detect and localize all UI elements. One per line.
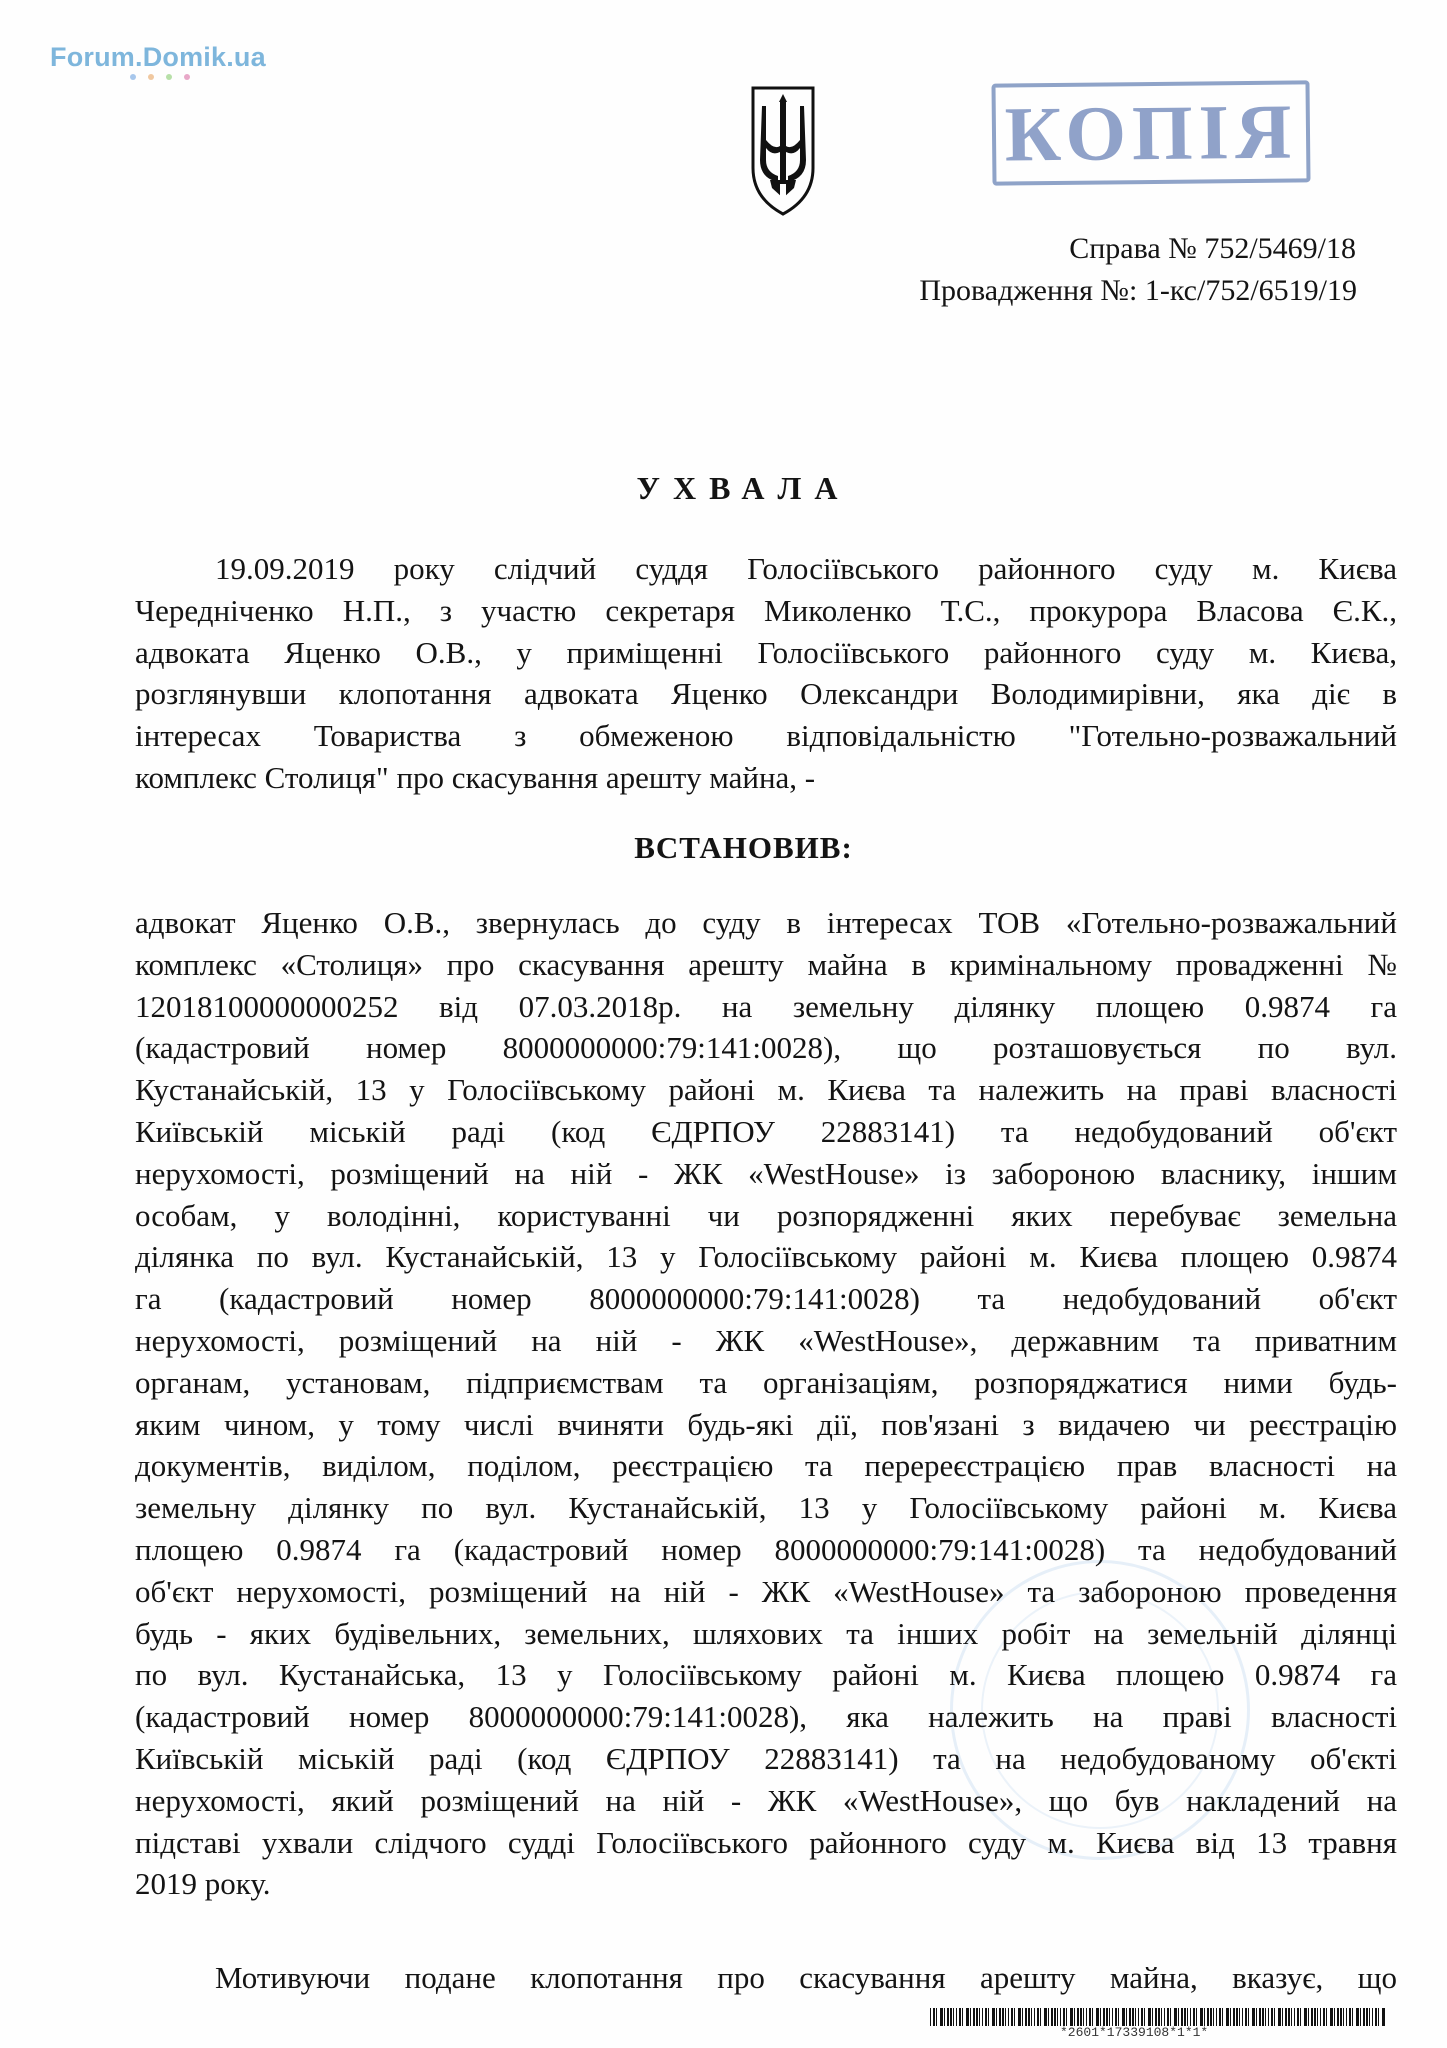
text-line: Київській міській раді (код ЄДРПОУ 22883141) та на недобудованому об'єкті — [135, 1740, 1397, 1776]
text-line: нерухомості, розміщений на ній - ЖК «WestHouse», державним та приватним — [135, 1322, 1397, 1358]
text-line: органам, установам, підприємствам та організаціям, розпоряджатися ними будь- — [135, 1364, 1397, 1400]
text-line: підставі ухвали слідчого судді Голосіївського районного суду м. Києва від 13 травня — [135, 1824, 1397, 1860]
watermark-dot — [166, 74, 172, 80]
text-line: ділянка по вул. Кустанайській, 13 у Голосіївському районі м. Києва площею 0.9874 — [135, 1239, 1397, 1275]
copy-stamp — [991, 80, 1310, 185]
watermark — [50, 42, 290, 73]
text-line: площею 0.9874 га (кадастровий номер 8000000000:79:141:0028) та недобудований — [135, 1531, 1397, 1567]
established-paragraph — [135, 902, 1397, 1905]
proceeding-number: Провадження №: 1-кс/752/6519/19 — [919, 274, 1357, 307]
text-line: (кадастровий номер 8000000000:79:141:0028), яка належить на праві власності — [135, 1699, 1397, 1735]
text-line: особам, у володінні, користуванні чи розпорядженні яких перебуває земельна — [135, 1197, 1397, 1233]
text-line: земельну ділянку по вул. Кустанайській, 13 у Голосіївському районі м. Києва — [135, 1490, 1397, 1526]
section-heading: ВСТАНОВИВ: — [634, 830, 853, 865]
text-line: будь - яких будівельних, земельних, шляхових та інших робіт на земельній ділянці — [135, 1615, 1397, 1651]
text-line: га (кадастровий номер 8000000000:79:141:0028) та недобудований об'єкт — [135, 1281, 1397, 1317]
text-line: адвоката Яценко О.В., у приміщенні Голосіївського районного суду м. Києва, — [135, 634, 1397, 670]
text-line: інтересах Товариства з обмеженою відповідальністю "Готельно-розважальний — [135, 718, 1397, 754]
text-line: 12018100000000252 від 07.03.2018р. на земельну ділянку площею 0.9874 га — [135, 988, 1397, 1024]
text-line: розглянувши клопотання адвоката Яценко Олександри Володимирівни, яка діє в — [135, 676, 1397, 712]
closing-paragraph — [135, 1957, 1397, 1999]
text-line: по вул. Кустанайська, 13 у Голосіївському районі м. Києва площею 0.9874 га — [135, 1657, 1397, 1693]
case-number: Справа № 752/5469/18 — [1069, 232, 1356, 265]
text-line: комплекс Столиця" про скасування арешту майна, - — [135, 759, 816, 795]
copy-stamp-text: КОПІЯ — [1004, 87, 1298, 178]
text-line: яким чином, у тому числі вчиняти будь-які дії, пов'язані з видачею чи реєстрацію — [135, 1406, 1397, 1442]
text-line: нерухомості, який розміщений на ній - ЖК «WestHouse», що був накладений на — [135, 1782, 1397, 1818]
barcode — [930, 2008, 1390, 2026]
text-line: об'єкт нерухомості, розміщений на ній - ЖК «WestHouse» та забороною проведення — [135, 1573, 1397, 1609]
document-title: УХВАЛА — [636, 470, 851, 506]
text-line: документів, виділом, поділом, реєстрацією та перереєстрацією прав власності на — [135, 1448, 1397, 1484]
text-line: комплекс «Столиця» про скасування арешту майна в кримінальному провадженні № — [135, 946, 1397, 982]
text-line: адвокат Яценко О.В., звернулась до суду в інтересах ТОВ «Готельно-розважальний — [135, 905, 1397, 940]
text-line: нерухомості, розміщений на ній - ЖК «WestHouse» із забороною власнику, іншим — [135, 1155, 1397, 1191]
barcode-number: *2601*17339108*1*1* — [1060, 2025, 1209, 2040]
text-line: Кустанайській, 13 у Голосіївському районі м. Києва та належить на праві власності — [135, 1072, 1397, 1108]
text-line: (кадастровий номер 8000000000:79:141:0028), що розташовується по вул. — [135, 1030, 1397, 1066]
text-line: Мотивуючи подане клопотання про скасування арешту майна, вказує, що — [215, 1960, 1397, 1995]
text-line: Чередніченко Н.П., з участю секретаря Миколенко Т.С., прокурора Власова Є.К., — [135, 592, 1397, 628]
watermark-dot — [130, 74, 136, 80]
watermark-text: Forum.Domik.ua — [50, 42, 266, 72]
watermark-dot — [184, 74, 190, 80]
watermark-dots — [130, 74, 190, 80]
trident-coat-of-arms-icon — [748, 80, 818, 220]
watermark-dot — [148, 74, 154, 80]
text-line: Київській міській раді (код ЄДРПОУ 22883141) та недобудований об'єкт — [135, 1113, 1397, 1149]
text-line: 2019 року. — [135, 1866, 271, 1902]
text-line: 19.09.2019 року слідчий суддя Голосіївського районного суду м. Києва — [215, 551, 1397, 586]
intro-paragraph — [135, 548, 1397, 799]
